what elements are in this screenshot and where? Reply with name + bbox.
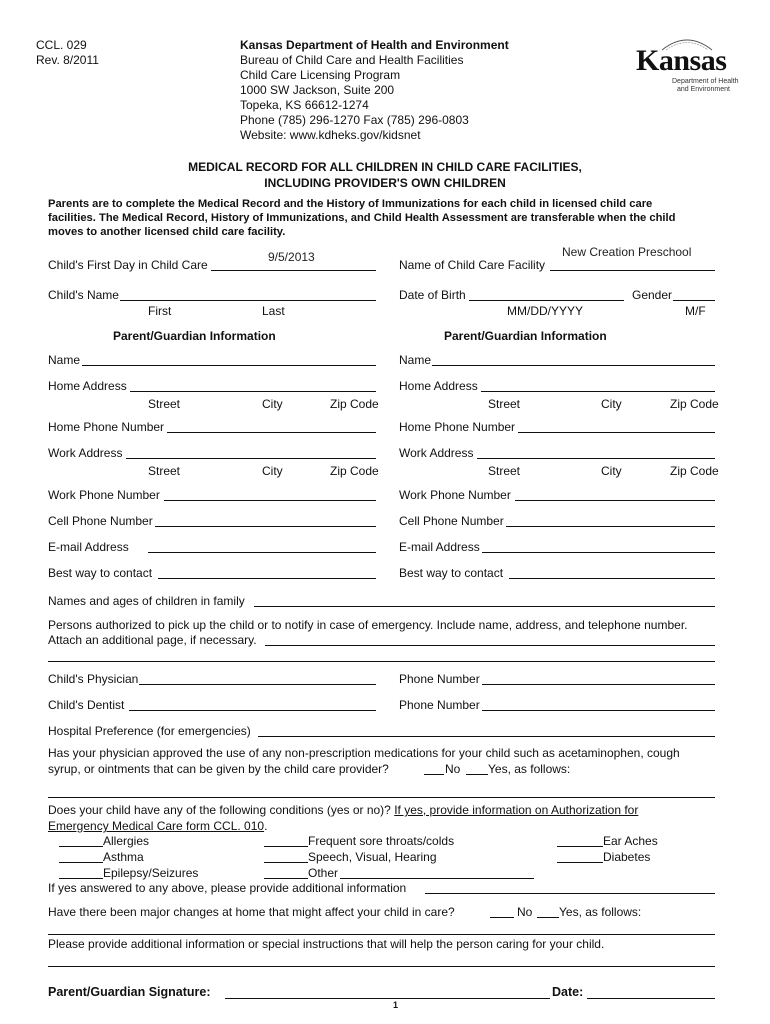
allergies-label: Allergies — [103, 834, 150, 848]
g1-street-caption: Street — [148, 397, 181, 411]
g2-best-way-line[interactable] — [509, 578, 715, 579]
ear-blank[interactable] — [557, 846, 603, 847]
agency-bureau: Bureau of Child Care and Health Facilities — [240, 53, 464, 67]
g1-cell-phone-line[interactable] — [155, 526, 376, 527]
gender-label: Gender — [632, 288, 673, 302]
g2-street-caption: Street — [488, 397, 521, 411]
facility-label: Name of Child Care Facility — [399, 258, 546, 272]
conditions-question: Does your child have any of the following conditions (yes or no)? If yes, provide information on Authorization for — [48, 803, 639, 817]
dob-label: Date of Birth — [399, 288, 466, 302]
g1-work-zip-caption: Zip Code — [330, 464, 379, 478]
other-blank[interactable] — [264, 878, 308, 879]
authorized-field-line[interactable] — [265, 645, 715, 646]
g1-home-phone-label: Home Phone Number — [48, 420, 165, 434]
names-ages-line[interactable] — [254, 606, 715, 607]
special-instructions-label: Please provide additional information or special instructions that will help the person caring for your child. — [48, 937, 605, 951]
g1-cell-phone-label: Cell Phone Number — [48, 514, 153, 528]
g2-name-line[interactable] — [432, 365, 715, 366]
signature-line[interactable] — [225, 998, 550, 999]
kansas-logo — [632, 28, 739, 98]
ear-label: Ear Aches — [603, 834, 658, 848]
physician-line[interactable] — [139, 684, 376, 685]
authorized-line2: Attach an additional page, if necessary. — [48, 633, 257, 647]
guardian2-heading: Parent/Guardian Information — [444, 329, 607, 343]
diabetes-label: Diabetes — [603, 850, 651, 864]
g2-work-address-line[interactable] — [477, 458, 715, 459]
changes-yes-blank[interactable] — [537, 917, 559, 918]
speech-label: Speech, Visual, Hearing — [308, 850, 437, 864]
g2-email-label: E-mail Address — [399, 540, 480, 554]
logo-line2: and Environment — [677, 86, 730, 93]
agency-program: Child Care Licensing Program — [240, 68, 401, 82]
agency-website: Website: www.kdheks.gov/kidsnet — [240, 128, 421, 142]
epilepsy-label: Epilepsy/Seizures — [103, 866, 199, 880]
changes-question: Have there been major changes at home that might affect your child in care? — [48, 905, 455, 919]
dentist-phone-label: Phone Number — [399, 698, 480, 712]
g1-email-line[interactable] — [148, 552, 376, 553]
allergies-blank[interactable] — [59, 846, 103, 847]
changes-yes-label: Yes, as follows: — [559, 905, 642, 919]
g2-email-line[interactable] — [482, 552, 715, 553]
sore-throat-blank[interactable] — [264, 846, 308, 847]
g2-name-label: Name — [399, 353, 432, 367]
g1-work-address-line[interactable] — [126, 458, 376, 459]
special-instructions-line[interactable] — [48, 966, 715, 967]
g1-best-way-label: Best way to contact — [48, 566, 153, 580]
first-day-line[interactable] — [211, 270, 376, 271]
speech-blank[interactable] — [264, 862, 308, 863]
g2-home-address-label: Home Address — [399, 379, 478, 393]
authorized-line1: Persons authorized to pick up the child or to notify in case of emergency. Include name, address, and telephone number. — [48, 618, 688, 632]
additional-info-line[interactable] — [425, 893, 715, 894]
g1-work-phone-line[interactable] — [164, 500, 376, 501]
changes-extra-line[interactable] — [48, 934, 715, 935]
authorized-extra-line[interactable] — [48, 661, 715, 662]
g2-cell-phone-line[interactable] — [506, 526, 715, 527]
facility-line[interactable] — [550, 270, 715, 271]
meds-extra-line[interactable] — [48, 797, 715, 798]
logo-line1: Department of Health — [672, 78, 739, 85]
g2-best-way-label: Best way to contact — [399, 566, 504, 580]
dob-format: MM/DD/YYYY — [507, 304, 584, 318]
g2-cell-phone-label: Cell Phone Number — [399, 514, 504, 528]
asthma-label: Asthma — [103, 850, 144, 864]
g1-work-phone-label: Work Phone Number — [48, 488, 160, 502]
epilepsy-blank[interactable] — [59, 878, 103, 879]
first-caption: First — [148, 304, 172, 318]
hospital-line[interactable] — [258, 736, 715, 737]
agency-phone: Phone (785) 296-1270 Fax (785) 296-0803 — [240, 113, 469, 127]
meds-line1: Has your physician approved the use of any non-prescription medications for your child such as acetaminophen, cough — [48, 746, 680, 760]
changes-no-label: No — [517, 905, 533, 919]
diabetes-blank[interactable] — [557, 862, 603, 863]
g1-work-street-caption: Street — [148, 464, 181, 478]
g1-home-phone-line[interactable] — [167, 432, 376, 433]
dentist-phone-line[interactable] — [482, 710, 715, 711]
g1-email-label: E-mail Address — [48, 540, 129, 554]
g1-home-address-line[interactable] — [130, 391, 376, 392]
g1-work-city-caption: City — [262, 464, 283, 478]
g1-home-address-label: Home Address — [48, 379, 127, 393]
dentist-label: Child's Dentist — [48, 698, 125, 712]
additional-info-label: If yes answered to any above, please provide additional information — [48, 881, 407, 895]
names-ages-label: Names and ages of children in family — [48, 594, 245, 608]
meds-line2: syrup, or ointments that can be given by the child care provider? — [48, 762, 389, 776]
first-day-value[interactable]: 9/5/2013 — [268, 250, 315, 264]
g2-zip-caption: Zip Code — [670, 397, 719, 411]
changes-no-blank[interactable] — [490, 917, 514, 918]
child-name-line[interactable] — [120, 300, 376, 301]
g2-work-address-label: Work Address — [399, 446, 474, 460]
agency-name: Kansas Department of Health and Environment — [240, 38, 509, 52]
form-code: CCL. 029 — [36, 38, 87, 52]
meds-yes-label: Yes, as follows: — [488, 762, 571, 776]
physician-phone-line[interactable] — [482, 684, 715, 685]
facility-value[interactable]: New Creation Preschool — [562, 245, 692, 259]
dentist-line[interactable] — [129, 710, 376, 711]
sore-throat-label: Frequent sore throats/colds — [308, 834, 455, 848]
date-line[interactable] — [587, 998, 715, 999]
gender-line[interactable] — [673, 300, 715, 301]
logo-word: Kansas — [636, 44, 727, 77]
intro-line2: facilities. The Medical Record, History of Immunizations, and Child Health Assessment are transferable when the child — [48, 212, 676, 224]
g2-work-city-caption: City — [601, 464, 622, 478]
other-label: Other — [308, 866, 339, 880]
first-day-label: Child's First Day in Child Care — [48, 258, 208, 272]
conditions-question-cont: Emergency Medical Care form CCL. 010. — [48, 819, 268, 833]
date-label: Date: — [552, 985, 584, 999]
g2-work-phone-line[interactable] — [515, 500, 715, 501]
gender-format: M/F — [685, 304, 706, 318]
meds-yes-blank[interactable] — [466, 774, 488, 775]
g2-home-address-line[interactable] — [481, 391, 715, 392]
last-caption: Last — [262, 304, 285, 318]
g1-zip-caption: Zip Code — [330, 397, 379, 411]
g1-work-address-label: Work Address — [48, 446, 123, 460]
g1-best-way-line[interactable] — [158, 578, 376, 579]
dob-line[interactable] — [469, 300, 624, 301]
title-line1: MEDICAL RECORD FOR ALL CHILDREN IN CHILD CARE FACILITIES, — [188, 160, 582, 174]
title-line2: INCLUDING PROVIDER'S OWN CHILDREN — [264, 176, 506, 190]
form-revision: Rev. 8/2011 — [36, 53, 99, 67]
g1-name-label: Name — [48, 353, 81, 367]
physician-label: Child's Physician — [48, 672, 139, 686]
g1-city-caption: City — [262, 397, 283, 411]
physician-phone-label: Phone Number — [399, 672, 480, 686]
g2-home-phone-label: Home Phone Number — [399, 420, 516, 434]
page-number: 1 — [393, 1000, 399, 1010]
asthma-blank[interactable] — [59, 862, 103, 863]
guardian1-heading: Parent/Guardian Information — [113, 329, 276, 343]
meds-no-blank[interactable] — [424, 774, 444, 775]
g2-work-zip-caption: Zip Code — [670, 464, 719, 478]
other-line[interactable] — [340, 878, 534, 879]
g1-name-line[interactable] — [82, 365, 376, 366]
signature-label: Parent/Guardian Signature: — [48, 985, 211, 999]
g2-work-phone-label: Work Phone Number — [399, 488, 511, 502]
g2-work-street-caption: Street — [488, 464, 521, 478]
ccl010-link[interactable]: Emergency Medical Care form CCL. 010 — [48, 819, 265, 833]
agency-city: Topeka, KS 66612-1274 — [240, 98, 369, 112]
g2-city-caption: City — [601, 397, 622, 411]
agency-address: 1000 SW Jackson, Suite 200 — [240, 83, 395, 97]
child-name-label: Child's Name — [48, 288, 119, 302]
intro-line3: moves to another licensed child care facility. — [48, 226, 286, 238]
hospital-label: Hospital Preference (for emergencies) — [48, 724, 251, 738]
intro-line1: Parents are to complete the Medical Record and the History of Immunizations for each child in licensed child care — [48, 198, 653, 210]
g2-home-phone-line[interactable] — [518, 432, 715, 433]
meds-no-label: No — [445, 762, 461, 776]
